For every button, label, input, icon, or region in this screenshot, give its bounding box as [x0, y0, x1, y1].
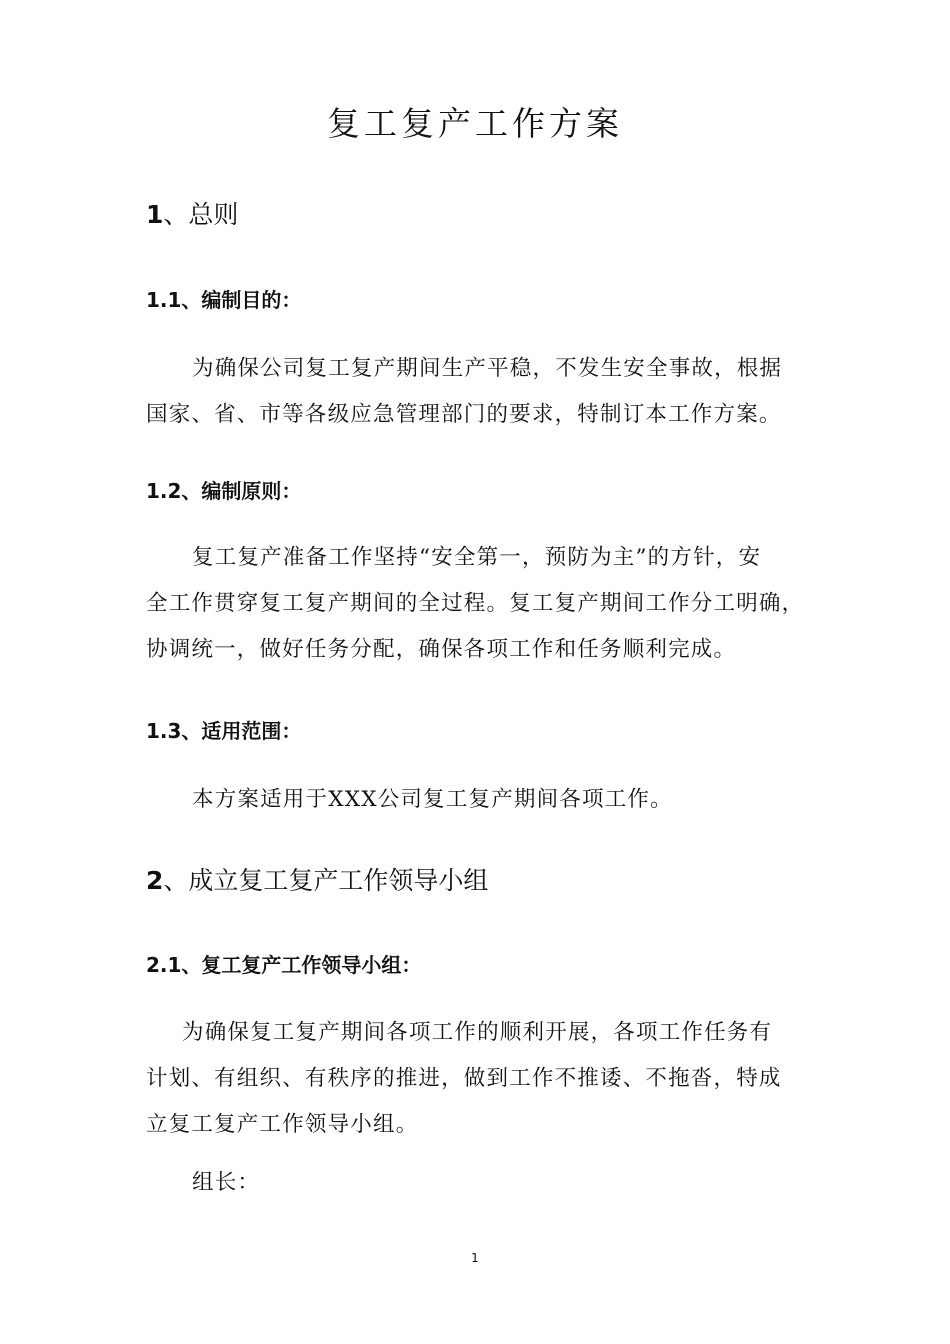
section-1-2-paragraph [146, 535, 826, 673]
section-1-number: 1 [146, 200, 164, 229]
section-1-3-paragraph [146, 777, 826, 823]
paragraph-line: 全工作贯穿复工复产期间的全过程。复工复产期间工作分工明确， [146, 591, 805, 616]
page-number: 1 [471, 1251, 479, 1265]
section-1-1-paragraph [146, 346, 826, 438]
paragraph-line: 立复工复产工作领导小组。 [146, 1112, 419, 1137]
paragraph-line: 本方案适用于XXX公司复工复产期间各项工作。 [192, 787, 673, 812]
section-2-heading [146, 864, 488, 898]
section-2-1-heading: 2.1、复工复产工作领导小组： [146, 953, 422, 977]
section-2-1-paragraph [146, 1010, 826, 1148]
section-1-title: 、总则 [163, 200, 239, 229]
paragraph-line: 计划、有组织、有秩序的推进，做到工作不推诿、不拖沓，特成 [146, 1066, 782, 1091]
section-2-title: 、成立复工复产工作领导小组 [163, 866, 489, 895]
section-1-3-heading: 1.3、适用范围： [146, 719, 302, 743]
paragraph-line: 为确保复工复产期间各项工作的顺利开展，各项工作任务有 [182, 1020, 773, 1045]
document-title: 复工复产工作方案 [327, 104, 623, 143]
leader-label: 组长： [192, 1170, 261, 1195]
section-1-heading [146, 198, 238, 232]
paragraph-line: 协调统一，做好任务分配，确保各项工作和任务顺利完成。 [146, 637, 737, 662]
section-2-number: 2 [146, 866, 164, 895]
paragraph-line: 国家、省、市等各级应急管理部门的要求，特制订本工作方案。 [146, 402, 782, 427]
section-1-1-heading: 1.1、编制目的： [146, 288, 302, 312]
section-1-2-heading: 1.2、编制原则： [146, 479, 302, 503]
paragraph-line: 为确保公司复工复产期间生产平稳，不发生安全事故，根据 [192, 356, 783, 381]
leader-paragraph [146, 1160, 826, 1206]
paragraph-line: 复工复产准备工作坚持“安全第一，预防为主”的方针，安 [192, 545, 762, 570]
